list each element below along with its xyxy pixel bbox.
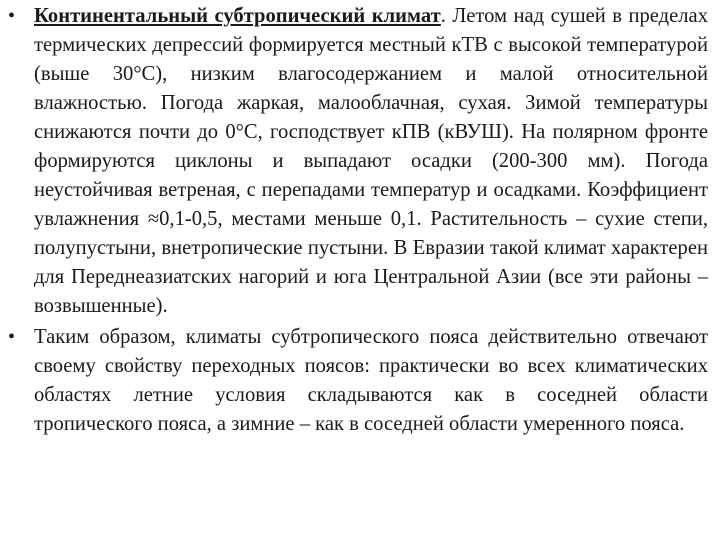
bullet-text-continental-climate: . Летом над сушей в пределах термических депрессий формируется местный кТВ с высокой температурой (выше 30°С), низким влагосодержанием и малой относительной влажностью. Погода жаркая, малооблачная, сухая. Зимой температуры снижаются почти до 0°С, господствует кПВ (кВУШ). На полярном фронте формируются циклоны и выпадают осадки (200-300 мм). Погода неустойчивая ветреная, с перепадами температур и осадками. Коэффициент увлажнения ≈0,1-0,5, местами меньше 0,1. Растительность – сухие степи, полупустыни, внетропические пустыни. В Евразии такой климат характерен для Переднеазиатских нагорий и юга Центральной Азии (все эти районы – возвышенные).: [34, 5, 708, 317]
bullet-list: [6, 2, 708, 441]
bullet-text-conclusion: Таким образом, климаты субтропического пояса действительно отвечают своему свойству переходных поясов: практически во всех климатических областях летние условия складываются как в соседней области тропического пояса, а зимние – как в соседней области умеренного пояса.: [34, 326, 708, 435]
bullet-continental-subtropical-climate: [6, 2, 708, 321]
bullet-conclusion: [6, 323, 708, 439]
bullet-marker: •: [8, 5, 16, 27]
term-continental-subtropical-climate: Континентальный субтропический климат: [34, 5, 441, 27]
bullet-marker: •: [8, 326, 16, 348]
